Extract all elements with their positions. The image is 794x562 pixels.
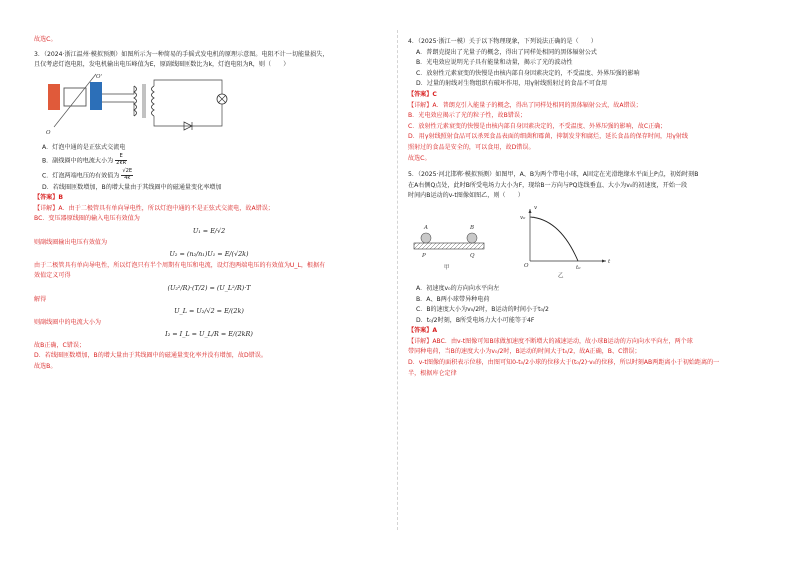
q3-explain-6: 解得 xyxy=(34,295,47,303)
q5-explain-3: D．v-t图像的面积表示位移，由图可知0-t₀/2小球的位移大于(t₀/2)·v₀的位移，所以时刻AB两距离小于初始距离的一 xyxy=(408,359,720,367)
ball-a xyxy=(421,233,431,243)
column-divider xyxy=(397,30,398,530)
q5-stem-2: 在A右侧Q点处，此时B所受电场力大小为F，现给B一方向与PQ连线垂直、大小为v₀的初速度，开始一段 xyxy=(408,181,688,189)
q3-option-d: D．若线圈匝数增加，B的增大量由于其线圈中的磁通量变化率增加 xyxy=(42,183,222,191)
formula-2: U₂ = (n₂/n₁)U₁ = E/(√2k) xyxy=(169,250,249,259)
q4-explain-2: B．光电效应揭示了光的粒子性，故B错误； xyxy=(408,112,527,120)
q5-answer: 【答案】A xyxy=(408,327,438,335)
label-t0: t₀ xyxy=(576,264,581,271)
q3-answer: 【答案】B xyxy=(34,194,64,202)
q4-explain-6: 故选C。 xyxy=(408,154,431,162)
horizontal-surface xyxy=(414,243,484,249)
q5-option-d: D．t₀/2时刻，B所受电场力大小可能等于4F xyxy=(416,316,535,324)
formula-5: I₂ = I_L = U_L/R = E/(2kR) xyxy=(165,330,253,339)
q4-explain-5: 照射过的食品是安全的，可以食用，故D错误。 xyxy=(408,143,535,151)
secondary-coil xyxy=(152,86,155,116)
fraction: $\frac{√2E}{4k}$ xyxy=(122,167,133,181)
q3-explain-10: 故选B。 xyxy=(34,363,57,371)
left-column xyxy=(34,36,384,374)
fraction: $\frac{E}{2kR}$ xyxy=(116,153,127,167)
label-v: v xyxy=(534,204,538,211)
q5-explain-1: 【详解】ABC．由v-t图像可知B球做加速度不断增大的减速运动，故小球B运动的方向向水平向左，两个球 xyxy=(408,337,693,345)
label-o: O xyxy=(46,129,51,136)
q3-explain-8: 故B正确，C错误； xyxy=(34,341,86,349)
label-p: P xyxy=(422,252,426,259)
q4-answer: 【答案】C xyxy=(408,90,437,98)
right-column xyxy=(408,36,762,380)
q4-explain-3: C．放射性元素衰变的快慢是由核内部自身因素决定的，不受温度、外界压强的影响，故C正确； xyxy=(408,122,667,130)
q5-stem-1: 5．（2025·河北邯郸·模拟预测）如图甲，A、B为两个带电小球，A固定在光滑绝缘水平面上P点，初始时刻B xyxy=(408,171,699,179)
q5-option-c: C．B的速度大小为v₀/2时，B运动的时间小于t₀/2 xyxy=(416,306,549,314)
prev-conclusion: 故选C。 xyxy=(34,36,57,43)
label-origin: O xyxy=(524,262,529,269)
q5-explain-4: 半，根据库仑定律 xyxy=(408,369,457,377)
label-v0: v₀ xyxy=(520,214,526,221)
magnet-s xyxy=(90,82,102,110)
q3-explain-9: D．若线圈匝数增加，B的增大量由于其线圈中的磁通量变化率并没有增加，故D错误。 xyxy=(34,352,267,360)
q5-option-b: B．A、B两小球带异种电荷 xyxy=(416,295,490,303)
label-q: Q xyxy=(470,252,475,259)
q4-stem: 4．（2025·浙江一模）关于以下物理现象，下列说法正确的是（ ） xyxy=(408,38,597,45)
label-a: A xyxy=(424,224,428,231)
label-o-prime: O' xyxy=(96,73,103,80)
label-b: B xyxy=(470,224,475,231)
q5-figure xyxy=(408,203,762,283)
axis-line xyxy=(54,74,96,127)
label-yi: 乙 xyxy=(558,272,564,279)
charges-and-vt-diagram xyxy=(408,203,648,283)
q4-option-b: B．光电效应说明光子具有能量和动量，揭示了光的波动性 xyxy=(416,59,573,67)
formula-4: U_L = U₂/√2 = E/(2k) xyxy=(174,307,244,316)
formula-3: (U₂²/R)·(T/2) = (U_L²/R)·T xyxy=(167,283,251,292)
q3-explain-3: 则副线圈输出电压有效值为 xyxy=(34,238,108,246)
v-t-curve xyxy=(530,217,578,261)
q4-explain-4: D．用γ射线照射食品可以杀死食品表面的细菌和霉菌，抑制发芽和腐烂，延长食品的保存时间，用γ射线 xyxy=(408,133,689,141)
q5-option-a: A．初速度v₀的方向向水平向左 xyxy=(416,284,500,292)
q3-explain-5: 效值定义可得 xyxy=(34,272,71,280)
q3-option-b: B．副线圈中的电流大小为 $\frac{E}{2kR}$ xyxy=(42,153,127,167)
q3-stem-1: 3．（2024·浙江温州·模拟预测）如图所示为一种简易的手摇式发电机的原理示意图。电阻不计一切能量损失， xyxy=(34,50,329,58)
q4-option-d: D．过量的射线对生物组织有破坏作用，用γ射线照射过的食品不可食用 xyxy=(416,80,608,88)
q4-option-c: C．放射性元素衰变的快慢是由核内部自身因素决定的，不受温度、外界压强的影响 xyxy=(416,69,640,77)
q3-explain-2: BC．变压器原线圈的输入电压有效值为 xyxy=(34,215,140,223)
ball-b xyxy=(467,233,477,243)
magnet-n xyxy=(48,84,60,110)
generator-diagram xyxy=(34,72,264,142)
q3-explain-7: 则副线圈中的电流大小为 xyxy=(34,318,102,326)
primary-coil xyxy=(134,86,137,116)
label-t: t xyxy=(608,258,611,265)
q3-option-c: C．灯泡两端电压的有效值为 $\frac{√2E}{4k}$ xyxy=(42,167,133,181)
formula-1: U₁ = E/√2 xyxy=(192,226,226,235)
generator-figure xyxy=(34,72,384,142)
q3-option-a: A．灯泡中通的是正弦式交流电 xyxy=(42,143,126,151)
q3-stem-2: 且仅考虑灯泡电阻，发电机输出电压峰值为E，原副线圈匝数比为k，灯泡电阻为R，则（ ） xyxy=(34,61,290,69)
q3-explain-1: 【详解】A．由于二极管具有单向导电性，所以灯泡中通的不是正弦式交流电，故A错误； xyxy=(34,204,274,212)
q3-explain-4: 由于二极管具有单向导电性，所以灯泡只有半个周期有电压和电流，设灯泡两端电压的有效值为U_L，根据有 xyxy=(34,261,326,269)
label-jia: 甲 xyxy=(444,264,450,271)
q4-option-a: A．普朗克提出了光量子的概念，得出了同样处相同的黑体辐射公式 xyxy=(416,48,597,56)
q5-stem-3: 时间内B运动的v-t图像如图乙，则（ ） xyxy=(408,192,524,200)
q5-explain-2: 带同种电荷，当B的速度大小为v₀/2时，B运动的时间大于t₀/2，故A正确，B、C错误； xyxy=(408,348,641,356)
q4-explain-1: 【详解】A．普朗克引入能量子的概念，得出了同样处相同的黑体辐射公式，故A错误； xyxy=(408,101,642,109)
